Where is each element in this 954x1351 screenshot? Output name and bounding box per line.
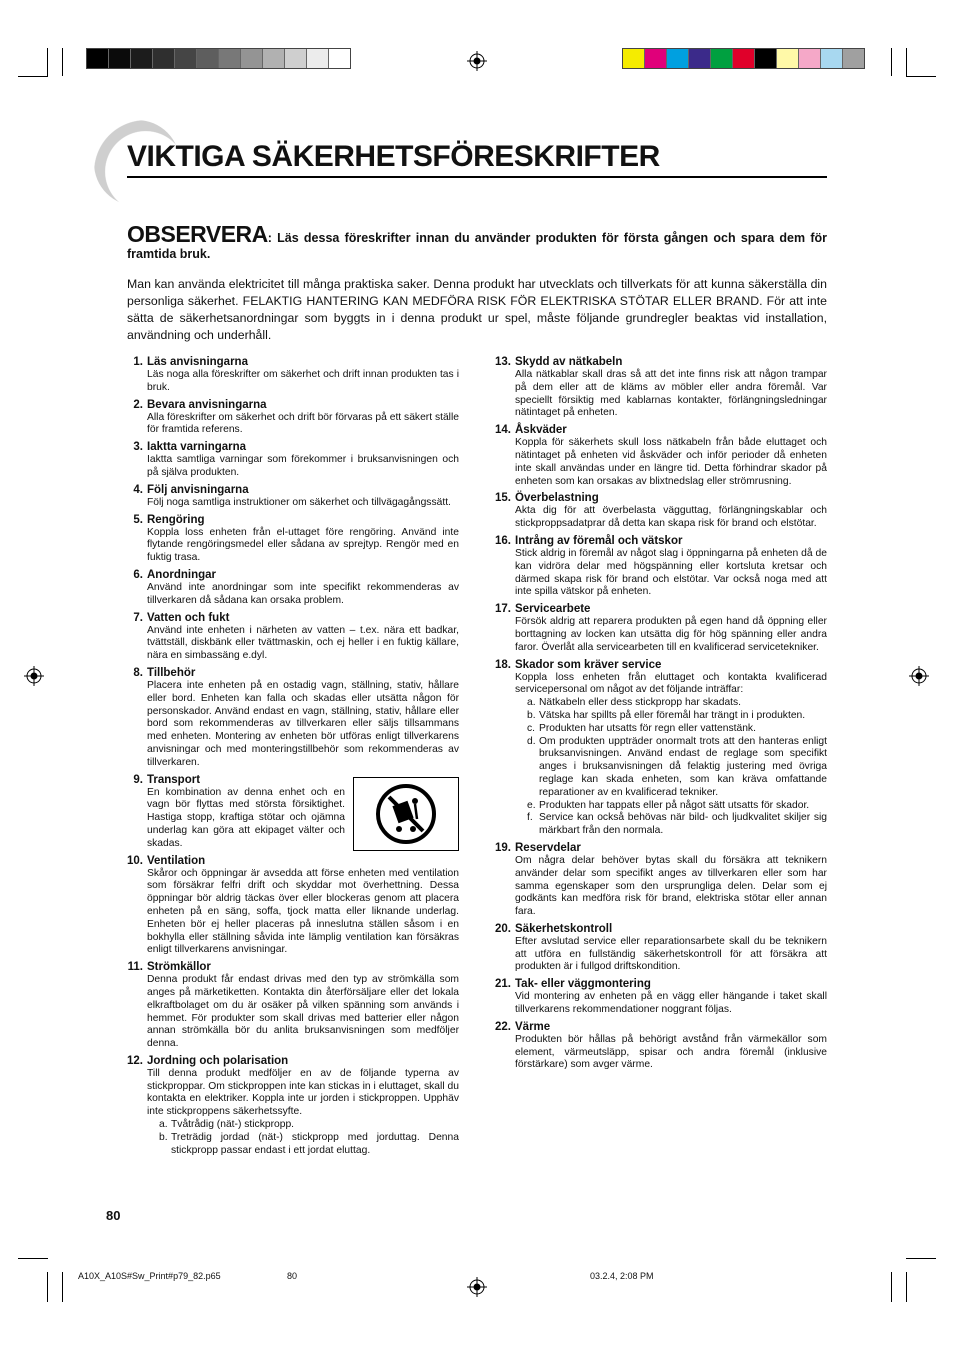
color-swatch xyxy=(263,49,285,68)
item-number: 21. xyxy=(495,978,511,991)
cmyk-color-bar xyxy=(622,48,865,69)
item-number: 13. xyxy=(495,356,511,368)
item-heading xyxy=(127,484,459,497)
sub-letter: e. xyxy=(527,799,536,811)
item-body: Använd inte anordningar som inte specifikt rekommenderas av tillverkaren då sådana kan orsaka problem. xyxy=(147,581,459,606)
item-number: 2. xyxy=(133,398,143,411)
item-heading xyxy=(127,399,459,412)
color-swatch xyxy=(755,49,777,68)
item-title: Vatten och fukt xyxy=(147,611,230,624)
item-title: Skador som kräver service xyxy=(515,658,662,671)
item-number: 18. xyxy=(495,658,511,671)
item-heading xyxy=(495,424,827,437)
item-title: Strömkällor xyxy=(147,961,211,974)
sub-item xyxy=(495,697,827,710)
crop-mark xyxy=(906,76,936,77)
color-swatch xyxy=(623,49,645,68)
crop-mark xyxy=(906,1258,936,1259)
item-heading xyxy=(127,356,459,369)
item-body: Om några delar behöver bytas skall du försäkra att teknikern använder delar som specifikt anges av tillverkaren eller som har samma egenskaper som den ursprungliga delen. Delar som ej godkänts kan medföra risk för brand, elektriska stötar eller annan fara. xyxy=(515,854,827,918)
sub-letter: d. xyxy=(527,735,536,747)
sub-text: Treträdig jordad (nät-) stickpropp med jorduttag. Denna stickpropp passar endast i ett jordat eluttag. xyxy=(171,1131,459,1156)
item-title: Bevara anvisningarna xyxy=(147,398,267,411)
observe-label: OBSERVERA xyxy=(127,221,268,247)
left-column xyxy=(127,356,459,1161)
sub-item xyxy=(495,800,827,813)
cart-warning-icon xyxy=(375,783,437,845)
item-title: Värme xyxy=(515,1020,551,1033)
item-number: 19. xyxy=(495,841,511,854)
item-body: Till denna produkt medföljer en av de följande typerna av stickproppar. Om stickproppen inte kan stickas in i eluttaget, skall du kontakta en elektriker. Koppla inte ur jorden i stickproppen. Upphäv inte stickproppens säkerhetssyfte. xyxy=(147,1067,459,1118)
item-heading xyxy=(495,535,827,548)
item-number: 22. xyxy=(495,1020,511,1033)
item-title: Överbelastning xyxy=(515,492,599,505)
item-body: Läs noga alla föreskrifter om säkerhet och drift innan produkten tas i bruk. xyxy=(147,369,459,393)
color-swatch xyxy=(307,49,329,68)
color-swatch xyxy=(689,49,711,68)
item-body: Produkten bör hållas på behörigt avstånd från värmekällor som element, värmeutsläpp, spisar och andra föremål (inklusive förstärkare) som avger värme. xyxy=(515,1033,827,1071)
item-number: 4. xyxy=(133,483,143,496)
safety-item xyxy=(495,1021,827,1072)
crop-mark xyxy=(18,1258,48,1259)
safety-item xyxy=(495,978,827,1017)
item-body: Alla nätkablar skall dras så att det inte finns risk att någon trampar på dem eller att de kläms av möbler eller andra föremål. Var speciellt försiktig med kablarnas kontakter, förlängningsledningar nätintaget på enheten. xyxy=(515,369,827,419)
safety-item xyxy=(495,842,827,919)
item-body: Koppla loss enheten från el-uttaget före rengöring. Använd inte flytande rengöringsmedel eller sådana av sprejtyp. Rengör med en fuktig trasa. xyxy=(147,526,459,564)
item-number: 11. xyxy=(127,961,143,974)
sub-text: Nätkabeln eller dess stickpropp har skadats. xyxy=(539,697,742,709)
item-number: 1. xyxy=(133,356,143,368)
sub-item xyxy=(495,812,827,838)
sub-letter: b. xyxy=(527,709,536,721)
item-body: Placera inte enheten på en ostadig vagn, ställning, stativ, hållare eller bord. Enheten kan falla och skadas eller utsätta någon för personskador. Använd endast en vagn, ställning, stativ, hållare eller bord som rekommenderas av tillverkaren eller säljs tillsammans med enheten. Montering av enheten bör utföras enligt tillverkarens anvisningar och med monteringstillbehör som rekommenderas av tillverkaren. xyxy=(147,679,459,768)
color-swatch xyxy=(329,49,350,68)
item-title: Jordning och polarisation xyxy=(147,1054,289,1067)
item-heading xyxy=(495,1021,827,1034)
item-heading xyxy=(495,356,827,369)
item-title: Reservdelar xyxy=(515,841,581,854)
sub-text: Tvåtrådig (nät-) stickpropp. xyxy=(171,1119,295,1131)
footer-date: 03.2.4, 2:08 PM xyxy=(590,1271,654,1281)
sub-item xyxy=(495,736,827,800)
color-swatch xyxy=(645,49,667,68)
item-body: Använd inte enheten i närheten av vatten – t.ex. nära ett badkar, tvättställ, diskbänk eller tvättmaskin, och ej heller i en fuktig källare, nära en simbassäng e.dyl. xyxy=(147,624,459,662)
item-number: 7. xyxy=(133,611,143,624)
page-title: VIKTIGA SÄKERHETSFÖRESKRIFTER xyxy=(127,140,660,173)
item-title: Transport xyxy=(147,773,201,786)
crop-mark xyxy=(891,1272,892,1302)
item-heading xyxy=(127,569,459,582)
item-body: Försök aldrig att reparera produkten på egen hand då öppning eller borttagning av locken kan utsätta dig för hög spänning eller andra faror. Överlåt alla servicearbeten till en kvalificerad servicetekniker. xyxy=(515,616,827,653)
crop-mark xyxy=(18,76,48,77)
item-title: Följ anvisningarna xyxy=(147,483,249,496)
color-swatch xyxy=(843,49,864,68)
sub-text: Produkten har utsatts för regn eller vattenstänk. xyxy=(539,722,756,734)
item-body: Vid montering av enheten på en vägg eller hängande i taket skall tillverkarens rekommendationer noggrant följas. xyxy=(515,991,827,1016)
sub-letter: c. xyxy=(527,722,536,734)
sub-letter: a. xyxy=(159,1119,168,1131)
color-swatch xyxy=(153,49,175,68)
safety-item xyxy=(127,667,459,770)
transport-row xyxy=(127,787,459,851)
footer-page: 80 xyxy=(287,1271,298,1281)
item-number: 10. xyxy=(127,854,143,867)
item-heading xyxy=(127,961,459,974)
item-heading xyxy=(127,441,459,454)
title-divider xyxy=(127,176,827,178)
item-body: En kombination av denna enhet och en vagn bör flyttas med största försiktighet. Hastiga stopp, kraftiga stötar och ojämna underlag kan göra att ekipaget välter och skadas. xyxy=(147,786,345,849)
registration-mark-icon xyxy=(467,51,487,71)
sub-letter: a. xyxy=(527,697,536,709)
item-body: Denna produkt får endast drivas med den typ av strömkälla som anges på märketiketten. Kontakta din återförsäljare eller det lokala elkraftbolaget om du är osäker på vilken spänning som används i hemmet. För produkter som skall drivas med batterier eller någon annan strömkälla bör du anlita bruksanvisningen som medföljer denna. xyxy=(147,974,459,1050)
item-number: 6. xyxy=(133,568,143,581)
safety-item xyxy=(495,424,827,488)
footer-file: A10X_A10S#Sw_Print#p79_82.p65 xyxy=(78,1271,221,1281)
sub-item xyxy=(127,1132,459,1158)
item-number: 5. xyxy=(133,513,143,526)
sub-item xyxy=(495,710,827,723)
item-heading xyxy=(127,774,459,787)
sub-letter: b. xyxy=(159,1131,168,1143)
sub-text: Service kan också behövas när bild- och ljudkvalitet skiljer sig märkbart från den normala. xyxy=(539,812,827,837)
item-number: 3. xyxy=(133,441,143,454)
color-swatch xyxy=(197,49,219,68)
color-swatch xyxy=(241,49,263,68)
color-swatch xyxy=(285,49,307,68)
item-number: 16. xyxy=(495,534,511,547)
registration-mark-icon xyxy=(24,666,44,686)
registration-mark-icon xyxy=(909,666,929,686)
safety-item xyxy=(127,356,459,395)
item-number: 15. xyxy=(495,492,511,505)
sub-letter: f. xyxy=(527,812,533,824)
item-heading xyxy=(127,612,459,625)
item-heading xyxy=(495,659,827,672)
crop-mark xyxy=(47,48,48,76)
item-body: Koppla för säkerhets skull loss nätkabeln från både eluttaget och nätintaget på enheten vid åskväder och inför perioder då enheten inte skall användas under en längre tid. Detta förhindrar skador på enheten som kan orsakas av blixtnedslag eller strömrusning. xyxy=(515,437,827,487)
safety-item xyxy=(127,514,459,565)
safety-item xyxy=(495,603,827,654)
item-heading xyxy=(127,667,459,680)
crop-mark xyxy=(62,1272,63,1302)
safety-item xyxy=(495,492,827,531)
item-number: 17. xyxy=(495,603,511,616)
item-title: Iaktta varningarna xyxy=(147,441,247,454)
item-body: Iaktta samtliga varningar som förekommer i bruksanvisningen och på själva produkten. xyxy=(147,454,459,478)
grayscale-color-bar xyxy=(86,48,351,69)
safety-item xyxy=(495,535,827,599)
color-swatch xyxy=(733,49,755,68)
item-heading xyxy=(495,923,827,936)
crop-mark xyxy=(62,48,63,76)
item-title: Åskväder xyxy=(515,424,567,437)
safety-item xyxy=(127,399,459,438)
item-heading xyxy=(495,842,827,855)
color-swatch xyxy=(219,49,241,68)
item-title: Ventilation xyxy=(147,854,206,867)
crop-mark xyxy=(906,48,907,76)
item-body: Efter avslutad service eller reparationsarbete skall du be teknikern att utföra en fullständig säkerhetskontroll för att försäkra att produkten är i fullgod driftskondition. xyxy=(515,935,827,973)
sub-item xyxy=(495,723,827,736)
color-swatch xyxy=(175,49,197,68)
item-body: Stick aldrig in föremål av något slag i öppningarna på enheten då de kan vidröra delar med högspänning eller kortsluta kretsar och därmed skapa risk för brand och elstötar. Var också noga med att inte spilla vätskor på enheten. xyxy=(515,547,827,598)
safety-item xyxy=(127,774,459,851)
item-title: Säkerhetskontroll xyxy=(515,922,613,935)
item-title: Rengöring xyxy=(147,513,205,526)
color-swatch xyxy=(87,49,109,68)
item-number: 20. xyxy=(495,922,511,935)
item-title: Intrång av föremål och vätskor xyxy=(515,534,683,547)
item-body: Följ noga samtliga instruktioner om säkerhet och tillvägagångssätt. xyxy=(147,496,451,508)
cart-illustration xyxy=(353,777,459,851)
registration-mark-icon xyxy=(467,1277,487,1297)
item-number: 9. xyxy=(133,773,143,786)
page-number: 80 xyxy=(106,1208,121,1223)
color-swatch xyxy=(799,49,821,68)
color-swatch xyxy=(711,49,733,68)
color-swatch xyxy=(777,49,799,68)
color-swatch xyxy=(131,49,153,68)
item-heading xyxy=(127,514,459,527)
item-title: Anordningar xyxy=(147,568,216,581)
crop-mark xyxy=(906,1272,907,1302)
item-title: Tak- eller väggmontering xyxy=(515,978,651,991)
item-number: 12. xyxy=(127,1054,143,1067)
observe-notice xyxy=(127,221,827,262)
item-number: 8. xyxy=(133,666,143,679)
color-swatch xyxy=(109,49,131,68)
item-body: Koppla loss enheten från eluttaget och kontakta kvalificerad servicepersonal om något av det följande inträffar: xyxy=(515,671,827,696)
right-column xyxy=(495,356,827,1076)
sub-item xyxy=(127,1119,459,1132)
item-body: Akta dig för att överbelasta vägguttag, förlängningskablar och stickproppsadatprar då detta kan skapa risk för brand och elstötar. xyxy=(515,505,827,530)
observe-text: : Läs dessa föreskrifter innan du använder produkten för första gången och spara dem för framtida bruk. xyxy=(127,231,827,261)
safety-item xyxy=(495,659,827,838)
item-title: Servicearbete xyxy=(515,603,591,616)
crop-mark xyxy=(891,48,892,76)
item-number: 14. xyxy=(495,424,511,437)
item-title: Tillbehör xyxy=(147,666,196,679)
sub-text: Vätska har spillts på eller föremål har trängt in i produkten. xyxy=(539,709,806,721)
sub-text: Om produkten uppträder onormalt trots att den hanteras enligt bruksanvisningen. Använd endast de reglage som specifikt anges i bruksanvisningen då felaktig justering med övriga reglage kan skada enheten, som kan kräva omfattande reparationer av en kvalificerad tekniker. xyxy=(539,735,827,798)
safety-item xyxy=(127,612,459,663)
item-heading xyxy=(495,978,827,991)
item-body: Alla föreskrifter om säkerhet och drift bör förvaras på ett säkert ställe för framtida referens. xyxy=(147,411,459,436)
intro-paragraph: Man kan använda elektricitet till många praktiska saker. Denna produkt har utvecklats och tillverkats för att kunna säkerställa din personliga säkerhet. FELAKTIG HANTERING KAN MEDFÖRA RISK FÖR ELEKTRISKA STÖTAR ELLER BRAND. För att inte sätta de säkerhetsanordningar som byggts in i denna produkt ur spel, måste följande grundregler beaktas vid installation, användning och underhåll. xyxy=(127,277,827,342)
item-body: Skåror och öppningar är avsedda att förse enheten med ventilation som försäkrar felfri drift och skyddar mot överhettning. Dessa öppningar bör aldrig täckas över eller blockeras genom att placera enheten på en säng, soffa, tjock matta eller liknande underlag. Enheten bör ej heller placeras på inneslutna ställen såsom i en bokhylla eller ställning såvida inte lämplig ventilation kan försäkras enligt tillverkarens anvisningar. xyxy=(147,867,459,956)
item-heading xyxy=(495,492,827,505)
sub-text: Produkten har tappats eller på något sätt utsatts för skador. xyxy=(539,799,810,811)
item-title: Skydd av nätkabeln xyxy=(515,356,623,368)
safety-item xyxy=(127,441,459,480)
safety-item xyxy=(495,356,827,420)
color-swatch xyxy=(821,49,843,68)
item-heading xyxy=(127,855,459,868)
crop-mark xyxy=(47,1272,48,1302)
item-heading xyxy=(127,1055,459,1068)
color-swatch xyxy=(667,49,689,68)
item-heading xyxy=(495,603,827,616)
safety-item xyxy=(127,484,459,510)
safety-item xyxy=(495,923,827,974)
safety-item xyxy=(127,961,459,1051)
safety-item xyxy=(127,1055,459,1158)
safety-item xyxy=(127,855,459,958)
safety-item xyxy=(127,569,459,608)
item-title: Läs anvisningarna xyxy=(147,356,248,368)
